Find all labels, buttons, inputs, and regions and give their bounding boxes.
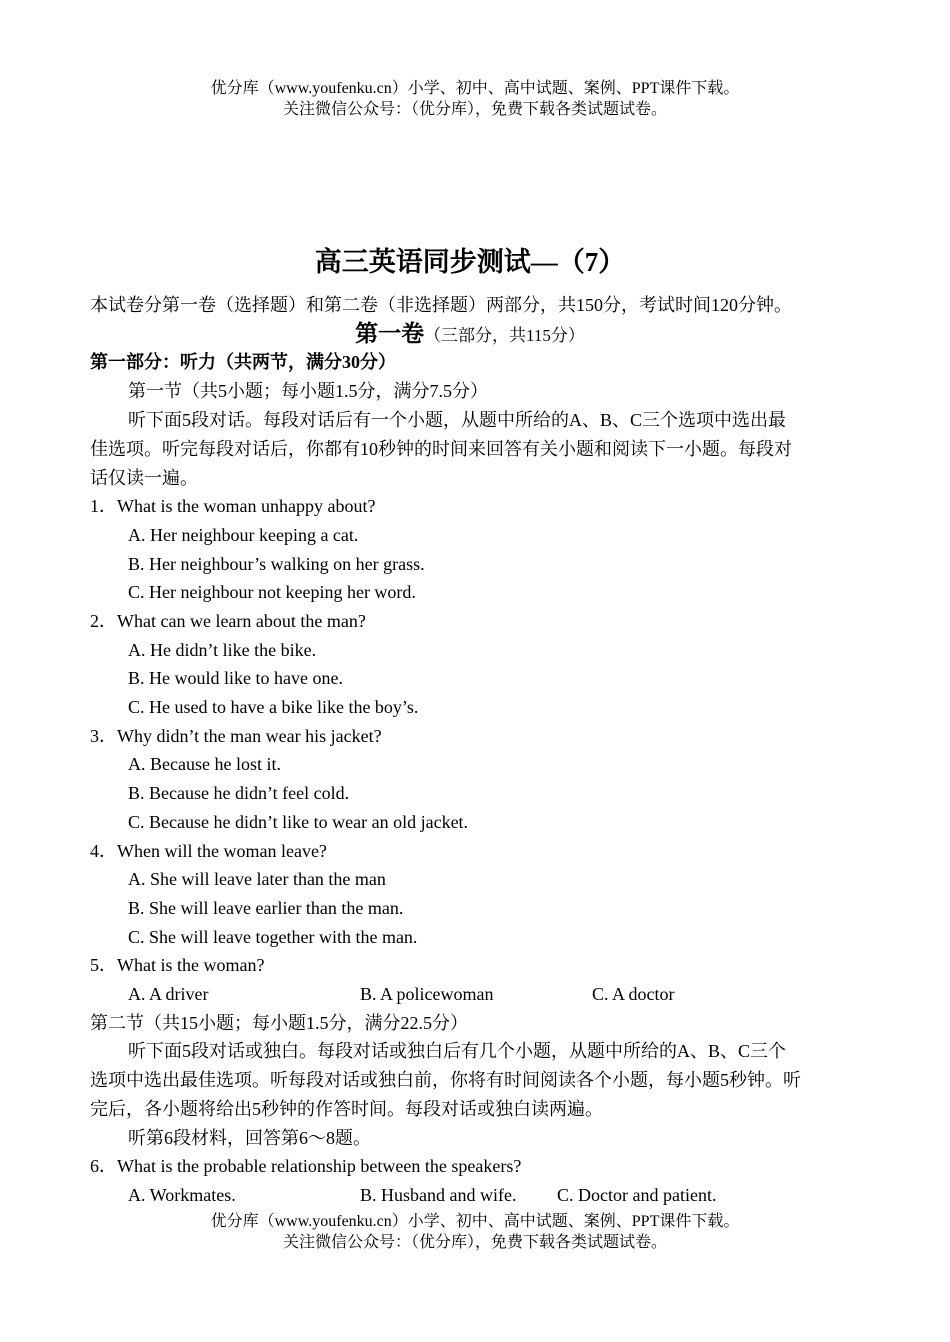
question-6-option-b: B. Husband and wife. xyxy=(360,1185,517,1205)
volume-1-heading xyxy=(0,319,940,350)
question-6-option-a: A. Workmates. xyxy=(128,1185,236,1205)
question-6-stem: 6．What is the probable relationship between the speakers? xyxy=(90,1156,522,1176)
volume-1-title: 第一卷 xyxy=(355,321,425,346)
question-4-option-b: B. She will leave earlier than the man. xyxy=(128,898,404,918)
section-2-instruction-line: 完后，各小题将给出5秒钟的作答时间。每段对话或独白读两遍。 xyxy=(90,1099,603,1119)
section-1-instruction-line: 话仅读一遍。 xyxy=(90,468,198,488)
question-2-stem: 2．What can we learn about the man? xyxy=(90,611,366,631)
question-1-option-a: A. Her neighbour keeping a cat. xyxy=(128,525,359,545)
section-1-heading: 第一节（共5小题；每小题1.5分，满分7.5分） xyxy=(128,381,488,401)
question-4-stem: 4．When will the woman leave? xyxy=(90,841,327,861)
section-2-instruction-line: 听下面5段对话或独白。每段对话或独白后有几个小题，从题中所给的A、B、C三个 xyxy=(128,1041,787,1061)
question-3-option-c: C. Because he didn’t like to wear an old jacket. xyxy=(128,812,469,832)
question-1-option-c: C. Her neighbour not keeping her word. xyxy=(128,582,416,602)
footer-line-2: 关注微信公众号：（优分库），免费下载各类试题试卷。 xyxy=(282,1234,667,1251)
question-1-stem: 1．What is the woman unhappy about? xyxy=(90,496,376,516)
header-line-1: 优分库（www.youfenku.cn）小学、初中、高中试题、案例、PPT课件下载。 xyxy=(210,80,740,97)
volume-1-note: （三部分，共115分） xyxy=(424,326,585,345)
question-5-option-c: C. A doctor xyxy=(592,984,675,1004)
exam-intro: 本试卷分第一卷（选择题）和第二卷（非选择题）两部分，共150分，考试时间120分钟。 xyxy=(90,295,792,315)
question-5-option-a: A. A driver xyxy=(128,984,209,1004)
question-5-option-b: B. A policewoman xyxy=(360,984,494,1004)
footer-line-1: 优分库（www.youfenku.cn）小学、初中、高中试题、案例、PPT课件下载。 xyxy=(210,1213,740,1230)
header-line-2: 关注微信公众号：（优分库），免费下载各类试题试卷。 xyxy=(282,101,667,118)
section-1-instruction-line: 佳选项。听完每段对话后，你都有10秒钟的时间来回答有关小题和阅读下一小题。每段对 xyxy=(90,439,792,459)
question-5-stem: 5．What is the woman? xyxy=(90,955,265,975)
section-1-instruction-line: 听下面5段对话。每段对话后有一个小题，从题中所给的A、B、C三个选项中选出最 xyxy=(128,410,787,430)
part-1-title: 第一部分：听力（共两节，满分30分） xyxy=(90,352,396,372)
question-4-option-a: A. She will leave later than the man xyxy=(128,869,386,889)
question-2-option-c: C. He used to have a bike like the boy’s. xyxy=(128,697,419,717)
section-2-instruction-line: 选项中选出最佳选项。听每段对话或独白前，你将有时间阅读各个小题，每小题5秒钟。听 xyxy=(90,1070,801,1090)
question-1-option-b: B. Her neighbour’s walking on her grass. xyxy=(128,554,425,574)
question-3-option-b: B. Because he didn’t feel cold. xyxy=(128,783,350,803)
question-2-option-b: B. He would like to have one. xyxy=(128,668,343,688)
question-3-option-a: A. Because he lost it. xyxy=(128,754,281,774)
question-6-option-c: C. Doctor and patient. xyxy=(557,1185,717,1205)
question-3-stem: 3．Why didn’t the man wear his jacket? xyxy=(90,726,382,746)
material-6-note: 听第6段材料，回答第6～8题。 xyxy=(128,1128,371,1148)
question-4-option-c: C. She will leave together with the man. xyxy=(128,927,418,947)
section-2-heading: 第二节（共15小题；每小题1.5分，满分22.5分） xyxy=(90,1013,468,1033)
page-title: 高三英语同步测试—（7） xyxy=(314,247,626,277)
question-2-option-a: A. He didn’t like the bike. xyxy=(128,640,317,660)
